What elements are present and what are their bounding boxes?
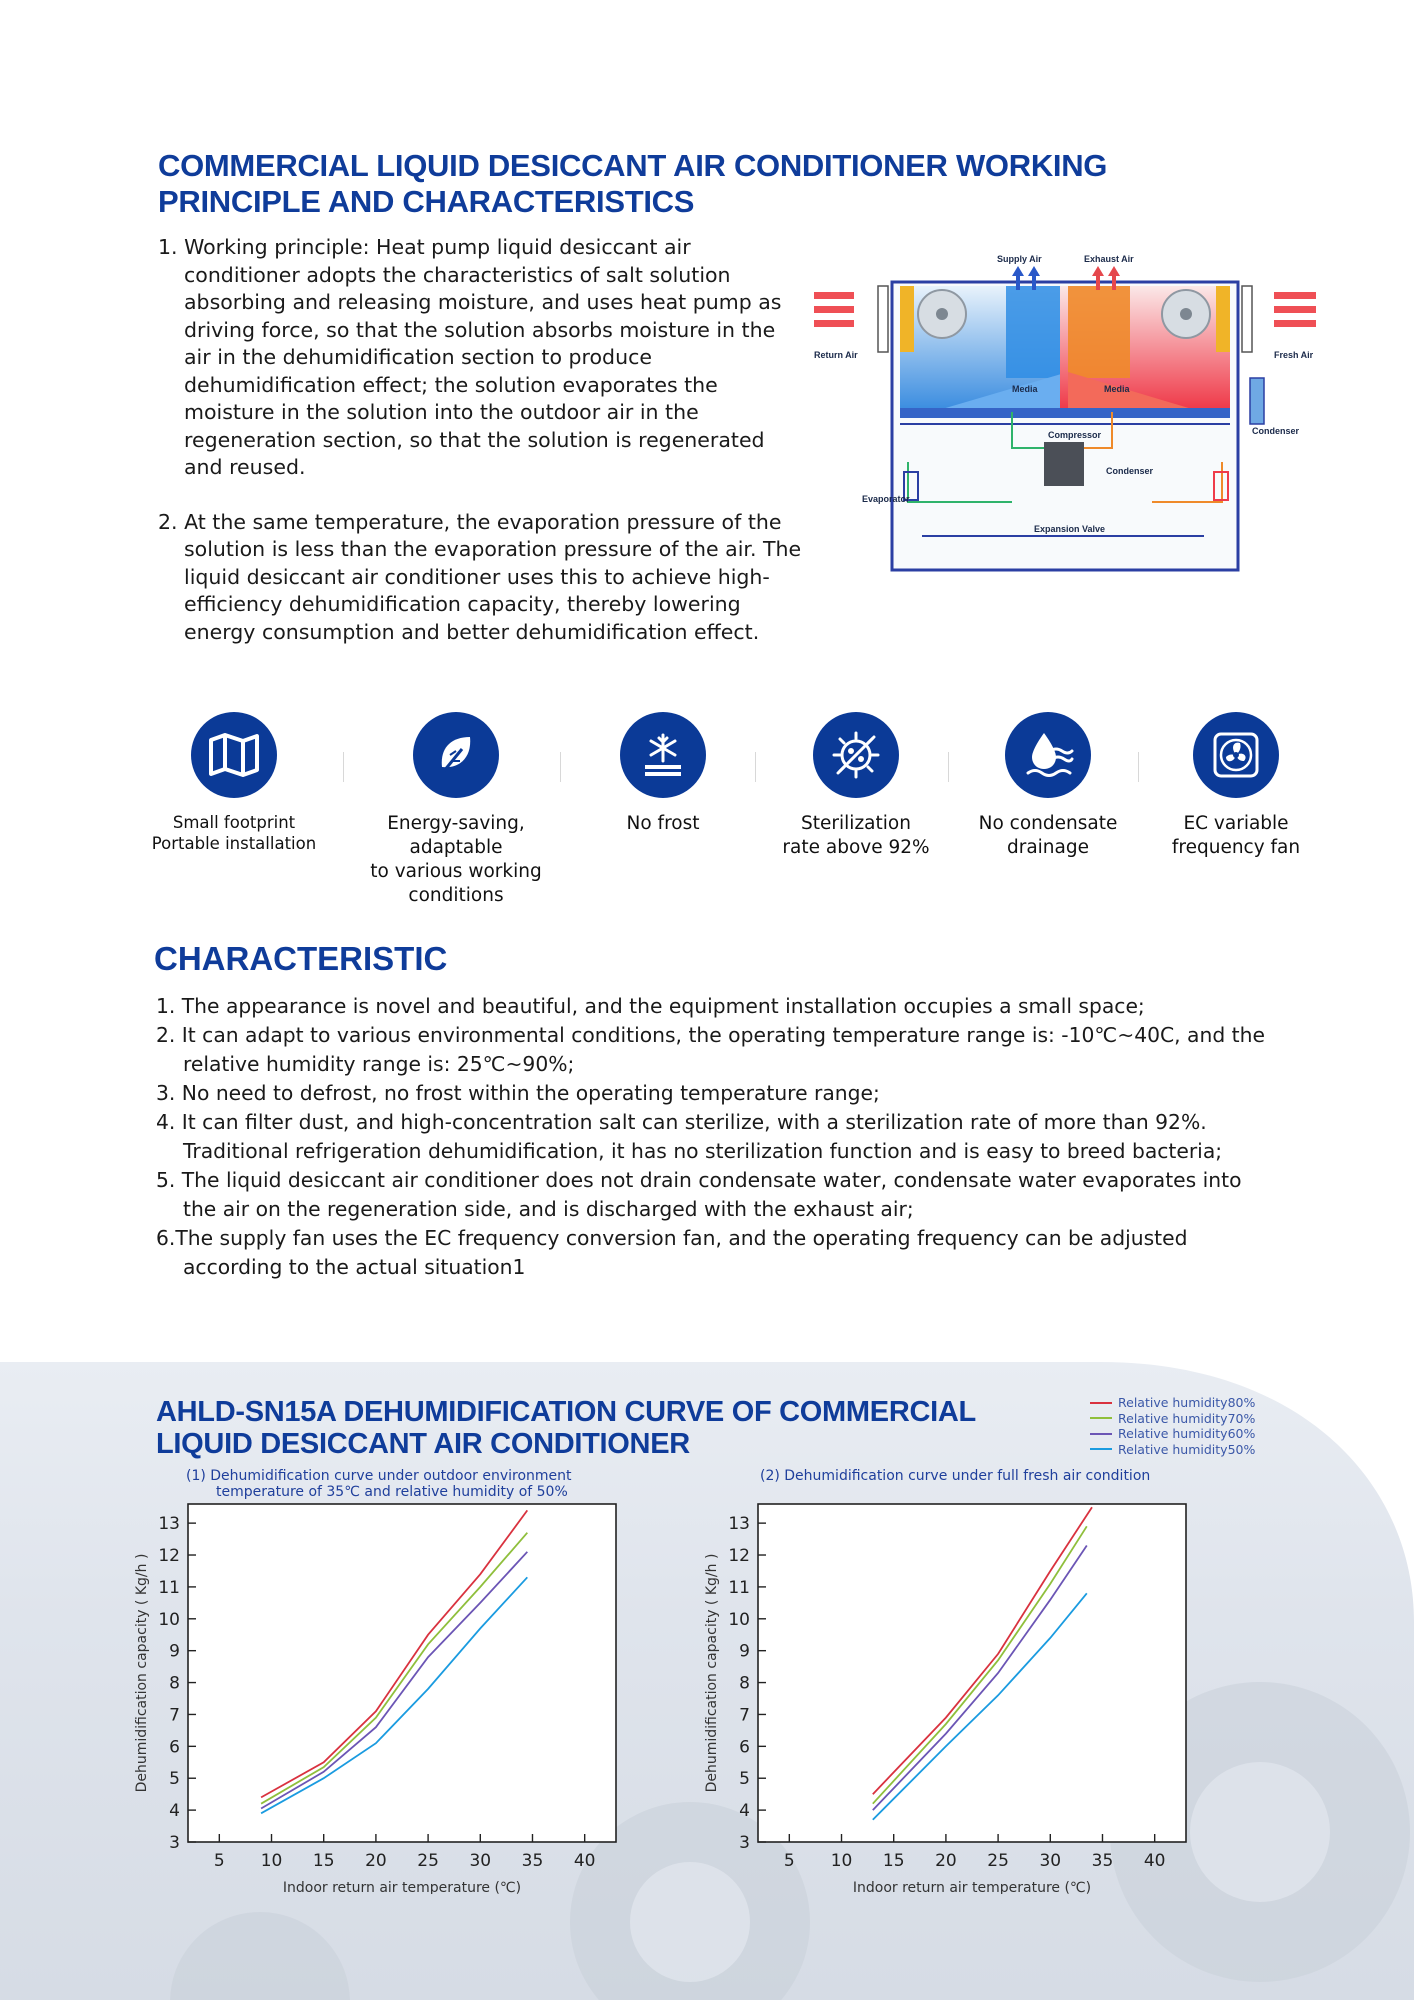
diagram-expansion-valve-label: Expansion Valve: [1034, 524, 1106, 534]
fan-icon: [1193, 712, 1279, 798]
list-item: 2. It can adapt to various environmental conditions, the operating temperature range is: -10℃~40C, and the relative humidity range is: 25℃~90%;: [156, 1023, 1265, 1076]
legend-item: [1090, 1442, 1255, 1458]
plot-frame: [758, 1504, 1186, 1842]
sterilization-icon: [813, 712, 899, 798]
feature-label: frequency fan: [1171, 837, 1301, 858]
map-icon: [191, 712, 277, 798]
diagram-supply-air-label: Supply Air: [997, 254, 1042, 264]
working-principle-list: [158, 234, 808, 673]
x-tick-label: 10: [830, 1851, 853, 1871]
y-tick-label: 12: [158, 1546, 180, 1567]
x-tick-label: 5: [213, 1851, 225, 1871]
y-tick-label: 13: [158, 1514, 180, 1535]
x-tick-label: 35: [521, 1851, 544, 1871]
x-tick-label: 30: [1039, 1851, 1062, 1871]
water-drop-icon: [1005, 712, 1091, 798]
characteristic-list: [156, 992, 1266, 1282]
y-tick-label: 3: [169, 1833, 180, 1853]
diagram-return-air-label: Return Air: [814, 350, 858, 360]
feature-label: No frost: [626, 813, 700, 834]
diagram-condenser-label: Condenser: [1252, 426, 1300, 436]
y-tick-label: 7: [169, 1705, 180, 1726]
legend-item: [1090, 1411, 1255, 1427]
feature-label: to various working: [370, 861, 542, 882]
x-tick-label: 25: [417, 1851, 439, 1871]
diagram-compressor-label: Compressor: [1048, 430, 1102, 440]
feature-sterilization: [756, 712, 956, 860]
feature-label: drainage: [1006, 837, 1089, 858]
diagram-media-label: Media: [1104, 384, 1130, 394]
y-tick-label: 5: [169, 1769, 180, 1790]
y-tick-label: 3: [739, 1833, 750, 1853]
x-tick-label: 5: [783, 1851, 795, 1871]
y-tick-label: 4: [739, 1801, 750, 1822]
feature-label: Portable installation: [151, 834, 317, 853]
x-tick-label: 40: [573, 1851, 596, 1871]
y-axis-label: Dehumidification capacity ( Kg/h ): [134, 1553, 150, 1793]
page-title: [158, 148, 1158, 220]
intro-item: 2. At the same temperature, the evaporation pressure of the solution is less than the evaporation pressure of the air. The liquid desiccant air conditioner uses this to achieve high-efficiency dehumidification capacity, thereby lowering energy consumption and better dehumidification effect.: [158, 509, 802, 644]
x-axis-label: Indoor return air temperature (℃): [282, 1880, 522, 1894]
feature-label: No condensate: [978, 813, 1118, 834]
legend-label: Relative humidity60%: [1118, 1426, 1256, 1441]
leaf-icon: [413, 712, 499, 798]
feature-label: Sterilization: [801, 813, 911, 834]
y-tick-label: 10: [158, 1609, 180, 1630]
legend-label: Relative humidity80%: [1118, 1395, 1256, 1410]
y-tick-label: 9: [739, 1641, 750, 1662]
legend-item: [1090, 1395, 1255, 1411]
legend-item: [1090, 1426, 1255, 1442]
list-item: 5. The liquid desiccant air conditioner does not drain condensate water, condensate water evaporates into the air on the regeneration side, and is discharged with the exhaust air;: [156, 1168, 1242, 1221]
y-tick-label: 12: [728, 1546, 750, 1567]
y-tick-label: 6: [739, 1737, 750, 1758]
diagram-media-label: Media: [1012, 384, 1038, 394]
list-item: 4. It can filter dust, and high-concentration salt can sterilize, with a sterilization rate of more than 92%. Traditional refrigeration dehumidification, it has no sterilization function and is easy to breed bacteria;: [156, 1110, 1223, 1163]
chart-2-full-fresh-air: [700, 1494, 1200, 1894]
intro-item: 1. Working principle: Heat pump liquid desiccant air conditioner adopts the characteristics of salt solution absorbing and releasing moisture, and uses heat pump as driving force, so that the solution absorbs moisture in the air in the dehumidification section to produce dehumidification effect; the solution evaporates the moisture in the solution into the outdoor air in the regeneration section, so that the solution is regenerated and reused.: [158, 235, 782, 479]
curve-title-line: LIQUID DESICCANT AIR CONDITIONER: [156, 1428, 690, 1460]
x-tick-label: 40: [1143, 1851, 1166, 1871]
diagram-exhaust-air-label: Exhaust Air: [1084, 254, 1134, 264]
chart-1-outdoor-35c: [130, 1494, 630, 1894]
list-item: 6.The supply fan uses the EC frequency conversion fan, and the operating frequency can be adjusted according to the actual situation1: [156, 1226, 1188, 1279]
y-tick-label: 5: [739, 1769, 750, 1790]
feature-no-condensate: [948, 712, 1148, 860]
feature-ec-fan: [1136, 712, 1336, 860]
chart-title-line: temperature of 35℃ and relative humidity of 50%: [216, 1484, 568, 1500]
y-tick-label: 13: [728, 1514, 750, 1535]
curve-title-line: AHLD-SN15A DEHUMIDIFICATION CURVE OF COMMERCIAL: [156, 1396, 976, 1428]
y-tick-label: 8: [169, 1673, 180, 1694]
x-tick-label: 25: [987, 1851, 1009, 1871]
diagram-fresh-air-label: Fresh Air: [1274, 350, 1314, 360]
x-tick-label: 35: [1091, 1851, 1114, 1871]
feature-label: Small footprint: [172, 813, 296, 832]
feature-small-footprint: [134, 712, 334, 854]
y-tick-label: 6: [169, 1737, 180, 1758]
y-tick-label: 11: [728, 1577, 750, 1598]
y-tick-label: 9: [169, 1641, 180, 1662]
diagram-condenser-label: Condenser: [1106, 466, 1154, 476]
y-tick-label: 10: [728, 1609, 750, 1630]
legend-label: Relative humidity50%: [1118, 1441, 1256, 1457]
curve-title: [156, 1396, 1056, 1460]
feature-label: EC variable: [1183, 813, 1289, 834]
list-item: 1. The appearance is novel and beautiful, and the equipment installation occupies a small space;: [156, 994, 1145, 1018]
y-tick-label: 11: [158, 1577, 180, 1598]
page-title-text: COMMERCIAL LIQUID DESICCANT AIR CONDITIONER WORKING PRINCIPLE AND CHARACTERISTICS: [158, 148, 1108, 219]
x-tick-label: 10: [260, 1851, 283, 1871]
x-tick-label: 30: [469, 1851, 492, 1871]
chart-legend: [1090, 1395, 1255, 1457]
feature-label: rate above 92%: [782, 837, 930, 858]
y-tick-label: 7: [739, 1705, 750, 1726]
y-tick-label: 4: [169, 1801, 180, 1822]
features-row: [130, 712, 1310, 912]
diagram-evaporator-label: Evaporator: [862, 494, 910, 504]
list-item: 3. No need to defrost, no frost within the operating temperature range;: [156, 1081, 880, 1105]
chart-2-title: [760, 1468, 1150, 1484]
snowflake-icon: [620, 712, 706, 798]
x-tick-label: 15: [312, 1851, 335, 1871]
x-tick-label: 20: [935, 1851, 957, 1871]
y-tick-label: 8: [739, 1673, 750, 1694]
working-principle-diagram: [812, 252, 1318, 578]
x-tick-label: 20: [365, 1851, 387, 1871]
chart-title-line: (1) Dehumidification curve under outdoor environment: [186, 1468, 572, 1484]
x-tick-label: 15: [882, 1851, 905, 1871]
feature-no-frost: [563, 712, 763, 836]
x-axis-label: Indoor return air temperature (℃): [852, 1880, 1092, 1894]
y-axis-label: Dehumidification capacity ( Kg/h ): [704, 1553, 720, 1793]
feature-label: Energy-saving, adaptable: [387, 813, 525, 858]
legend-label: Relative humidity70%: [1118, 1410, 1256, 1426]
feature-label: conditions: [408, 885, 504, 906]
section-title: CHARACTERISTIC: [154, 940, 448, 977]
feature-energy-saving: [356, 712, 556, 908]
chart-title-line: (2) Dehumidification curve under full fresh air condition: [760, 1468, 1151, 1484]
